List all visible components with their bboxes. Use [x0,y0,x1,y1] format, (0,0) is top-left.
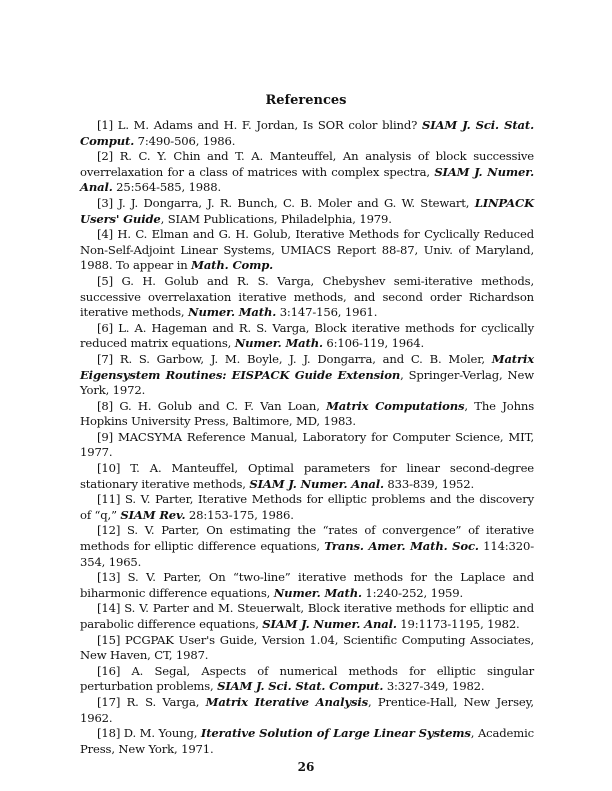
reference-text: [18] D. M. Young, [97,726,201,741]
reference-text: [4] H. C. Elman and G. H. Golub, Iterative Methods for Cyclically Reduced Non-Self-Adjoint Linear Systems, UMIACS Report 88-87, Univ. of Maryland, 1988. To appear in [80,227,534,273]
reference-source: SIAM J. Numer. Anal. [262,617,397,631]
reference-text: [13] S. V. Parter, On “two-line” iterative methods for the Laplace and biharmonic difference equations, [80,570,534,600]
section-heading: References [265,93,347,108]
reference-entry [80,570,534,601]
reference-text: , Academic Press, New York, 1971. [80,726,534,756]
reference-text: 7:490-506, 1986. [134,133,236,148]
reference-text: [17] R. S. Varga, [97,694,206,709]
reference-text: [16] A. Segal, Aspects of numerical methods for elliptic singular perturbation problems, [80,663,534,694]
reference-text: 114:320-354, 1965. [80,539,535,569]
reference-source: Numer. Math. [273,585,362,600]
reference-source: Numer. Math. [234,336,323,351]
reference-list [80,118,534,757]
reference-text: [9] MACSYMA Reference Manual, Laboratory for Computer Science, MIT, 1977. [80,429,534,460]
reference-text: [8] G. H. Golub and C. F. Van Loan, [97,398,327,413]
reference-text: [11] S. V. Parter, Iterative Methods for elliptic problems and the discovery of “q,” [80,492,534,522]
reference-source: SIAM Rev. [120,507,186,522]
reference-source: Matrix Eigensystem Routines: EISPACK Guide Extension [80,351,534,382]
reference-text: , SIAM Publications, Philadelphia, 1979. [160,211,392,226]
reference-source: Trans. Amer. Math. Soc. [324,539,479,554]
reference-text: [12] S. V. Parter, On estimating the “rates of convergence” of iterative methods for elliptic difference equations, [80,523,534,554]
reference-text: [5] G. H. Golub and R. S. Varga, Chebyshev semi-iterative methods, successive overrelaxation iterative methods, and second order Richardson iterative methods, [80,273,534,320]
reference-entry [80,399,534,430]
reference-entry [80,461,534,492]
reference-entry [80,321,534,352]
reference-entry [80,523,534,570]
reference-text: [1] L. M. Adams and H. F. Jordan, Is SOR color blind? [97,118,422,132]
reference-source: SIAM J. Sci. Stat. Comput. [217,679,384,694]
reference-text: 25:564-585, 1988. [112,180,222,195]
reference-source: SIAM J. Numer. Anal. [80,164,535,195]
reference-text: [7] R. S. Garbow, J. M. Boyle, J. J. Dongarra, and C. B. Moler, [97,351,492,366]
reference-text: 6:106-119, 1964. [322,336,425,351]
reference-entry [80,726,534,757]
page-number: 26 [297,760,315,774]
reference-text: , Prentice-Hall, New Jersey, 1962. [80,694,534,725]
reference-entry [80,274,534,321]
reference-entry [80,149,534,196]
reference-source: LINPACK Users' Guide [80,195,534,226]
reference-text: [3] J. J. Dongarra, J. R. Bunch, C. B. Moler and G. W. Stewart, [97,195,475,210]
reference-source: Matrix Iterative Analysis [205,694,368,709]
reference-text: 1:240-252, 1959. [361,585,464,600]
reference-entry [80,601,534,632]
reference-text: [14] S. V. Parter and M. Steuerwalt, Block iterative methods for elliptic and parabolic difference equations, [80,601,534,631]
reference-text: 3:327-349, 1982. [383,679,485,694]
reference-text: [6] L. A. Hageman and R. S. Varga, Block iterative methods for cyclically reduced matrix equations, [80,320,534,351]
reference-text: [15] PCGPAK User's Guide, Version 1.04, Scientific Computing Associates, New Haven, CT, 1987. [80,632,534,663]
reference-source: Matrix Computations [326,398,465,413]
reference-entry [80,695,534,726]
reference-text: 28:153-175, 1986. [185,507,294,522]
reference-entry [80,492,534,523]
reference-entry [80,227,534,274]
reference-text: , The Johns Hopkins University Press, Baltimore, MD, 1983. [80,398,534,429]
reference-text: 833-839, 1952. [383,476,475,491]
reference-text: 3:147-156, 1961. [276,305,378,320]
reference-text: , Springer-Verlag, New York, 1972. [80,367,534,398]
reference-text: 19:1173-1195, 1982. [396,617,520,631]
reference-entry [80,196,534,227]
reference-entry [80,118,534,149]
reference-text: [2] R. C. Y. Chin and T. A. Manteuffel, An analysis of block successive overrelaxation for a class of matrices with complex spectra, [80,149,534,179]
reference-text: [10] T. A. Manteuffel, Optimal parameters for linear second-degree stationary iterative methods, [80,461,534,491]
reference-source: Numer. Math. [188,305,277,320]
reference-entry [80,430,534,461]
reference-entry [80,664,534,695]
reference-entry [80,352,534,399]
reference-source: Math. Comp. [191,258,274,273]
reference-source: SIAM J. Numer. Anal. [249,476,384,491]
reference-source: SIAM J. Sci. Stat. Comput. [80,118,534,148]
reference-entry [80,633,534,664]
reference-source: Iterative Solution of Large Linear Systems [200,726,471,741]
